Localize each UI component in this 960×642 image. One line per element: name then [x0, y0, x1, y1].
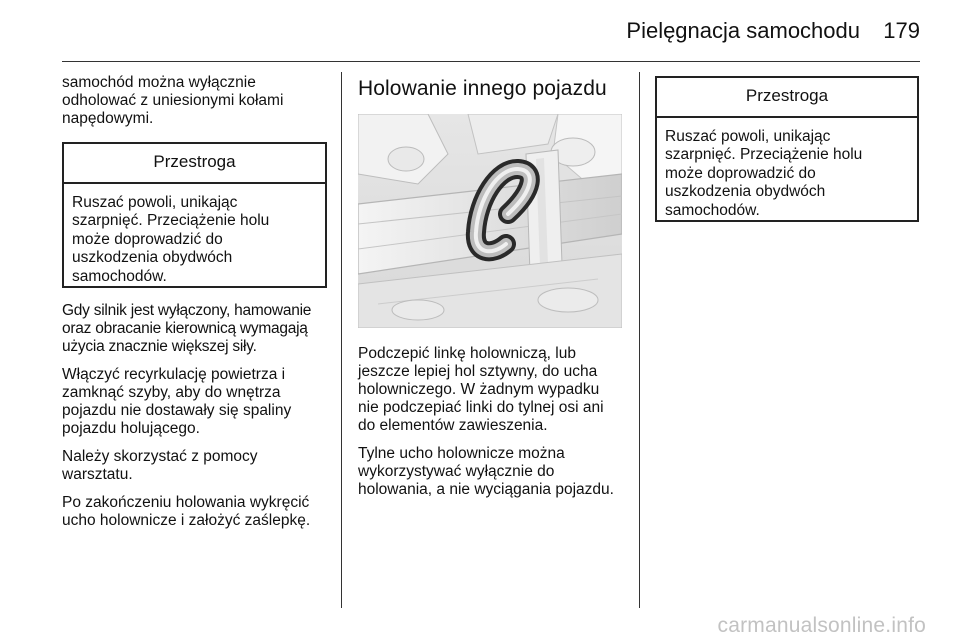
- column-left: [62, 74, 327, 540]
- column-middle: [358, 77, 624, 509]
- warning-text: Ruszać powoli, unikając szarpnięć. Przeciążenie holu może doprowadzić do uszkodzenia obydwóch samochodów.: [665, 128, 863, 219]
- paragraph-workshop: Należy skorzystać z pomocy warsztatu.: [62, 448, 258, 483]
- page-number: 179: [883, 18, 920, 43]
- paragraph-attach-rope: Podczepić linkę holowniczą, lub jeszcze lepiej hol sztywny, do ucha holowniczego. W żadnym wypadku nie podczepiać linki do tylnej osi ani do elementów zawieszenia.: [358, 345, 604, 434]
- warning-text: Ruszać powoli, unikając szarpnięć. Przeciążenie holu może doprowadzić do uszkodzenia obydwóch samochodów.: [72, 194, 270, 285]
- watermark: carmanualsonline.info: [717, 614, 926, 637]
- intro-paragraph: samochód można wyłącznie odholować z uniesionymi kołami napędowymi.: [62, 74, 284, 127]
- column-right: [655, 76, 919, 222]
- warning-title: Przestroga: [64, 144, 325, 184]
- warning-box: [62, 142, 327, 288]
- paragraph-after-towing: Po zakończeniu holowania wykręcić ucho holownicze i założyć zaślepkę.: [62, 494, 311, 529]
- paragraph-recirculation: Włączyć recyrkulację powietrza i zamknąć szyby, aby do wnętrza pojazdu nie dostawały się spaliny pojazdu holującego.: [62, 366, 292, 437]
- column-divider-right: [639, 72, 640, 608]
- warning-title: Przestroga: [657, 78, 917, 118]
- paragraph-rear-towing-eye: Tylne ucho holownicze można wykorzystywać wyłącznie do holowania, a nie wyciągania pojazdu.: [358, 445, 614, 498]
- warning-box: [655, 76, 919, 222]
- column-divider-left: [341, 72, 342, 608]
- header-title: Pielęgnacja samochodu: [626, 18, 860, 43]
- section-heading: Holowanie innego pojazdu: [358, 77, 607, 100]
- towing-eye-illustration: [358, 114, 622, 328]
- paragraph-braking: Gdy silnik jest wyłączony, hamowanie oraz obracanie kierownicą wymagają użycia znacznie większej siły.: [62, 302, 312, 355]
- header-rule: [62, 61, 920, 62]
